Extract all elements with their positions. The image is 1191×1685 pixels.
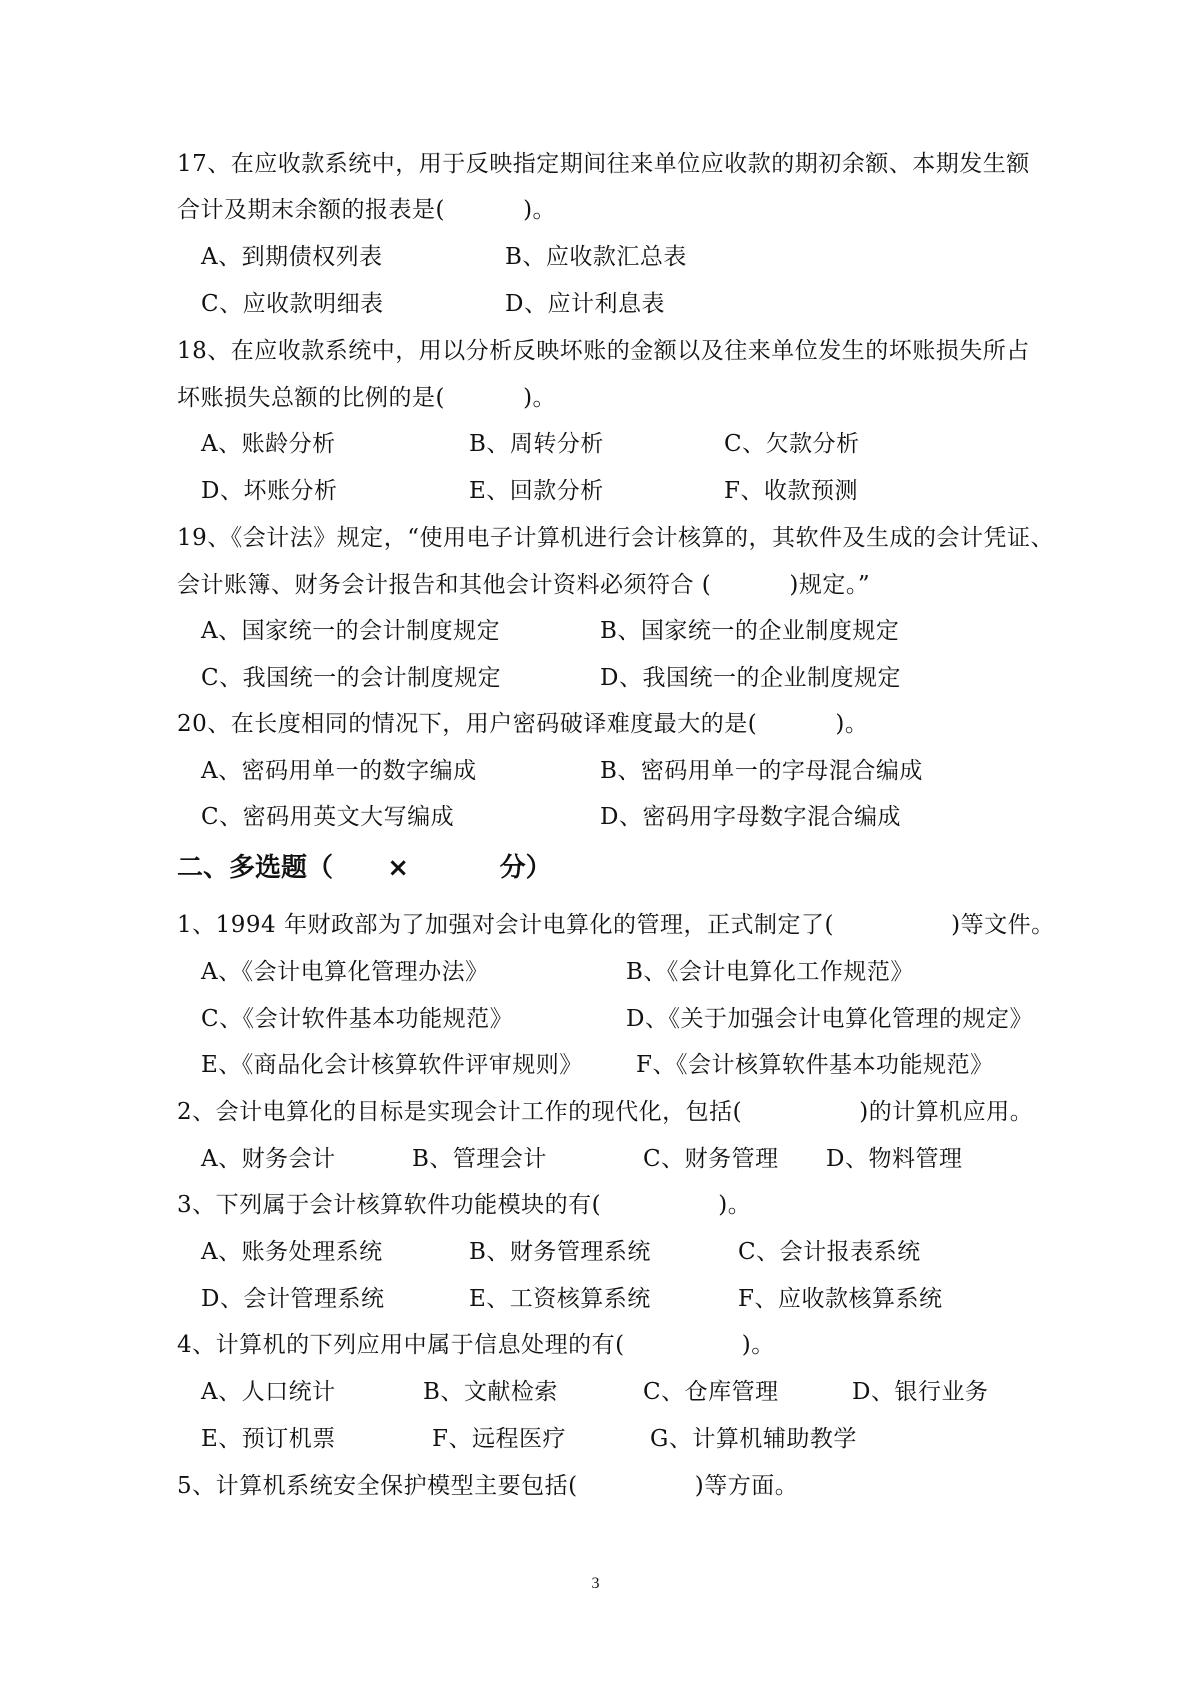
multi-question-4-option-a: A、人口统计 (201, 1379, 336, 1405)
multi-question-4-option-d: D、银行业务 (852, 1379, 989, 1405)
multi-question-1-option-f: F、《会计核算软件基本功能规范》 (636, 1052, 994, 1078)
multi-question-1-option-c: C、《会计软件基本功能规范》 (201, 1006, 514, 1032)
multi-question-3-stem: 3、下列属于会计核算软件功能模块的有( )。 (177, 1192, 752, 1218)
section-title-multiple-choice: 二、多选题（ × 分） (177, 853, 552, 883)
multi-question-2-option-a: A、财务会计 (201, 1146, 336, 1172)
multi-question-2-option-b: B、管理会计 (412, 1146, 547, 1172)
multi-question-4-option-c: C、仓库管理 (643, 1379, 779, 1405)
multi-question-4-stem: 4、计算机的下列应用中属于信息处理的有( )。 (177, 1332, 775, 1358)
multi-question-4-option-g: G、计算机辅助教学 (650, 1426, 857, 1452)
multi-question-1-option-a: A、《会计电算化管理办法》 (201, 959, 489, 985)
question-18-option-c: C、欠款分析 (724, 431, 860, 457)
question-18-option-e: E、回款分析 (469, 478, 604, 504)
question-20-option-b: B、密码用单一的字母混合编成 (600, 758, 923, 784)
question-19-option-c: C、我国统一的会计制度规定 (201, 665, 502, 691)
question-18-option-a: A、账龄分析 (201, 431, 336, 457)
multi-question-3-option-d: D、会计管理系统 (201, 1286, 385, 1312)
question-17-option-a: A、到期债权列表 (201, 244, 383, 270)
question-17-stem-line-2: 合计及期末余额的报表是( )。 (177, 197, 557, 223)
multi-question-4-option-e: E、预订机票 (201, 1426, 336, 1452)
question-18-stem-line-1: 18、在应收款系统中，用以分析反映坏账的金额以及往来单位发生的坏账损失所占 (177, 338, 1030, 364)
question-18-option-d: D、坏账分析 (201, 478, 338, 504)
multi-question-1-option-e: E、《商品化会计核算软件评审规则》 (201, 1052, 583, 1078)
multi-question-3-option-c: C、会计报表系统 (738, 1239, 921, 1265)
question-20-option-d: D、密码用字母数字混合编成 (600, 804, 901, 830)
multi-question-3-option-f: F、应收款核算系统 (738, 1286, 943, 1312)
question-20-option-a: A、密码用单一的数字编成 (201, 758, 477, 784)
question-19-option-a: A、国家统一的会计制度规定 (201, 618, 501, 644)
question-19-stem-line-1: 19、《会计法》规定，“使用电子计算机进行会计核算的，其软件及生成的会计凭证、 (177, 525, 1055, 551)
page-number: 3 (591, 1575, 600, 1592)
multi-question-2-option-d: D、物料管理 (826, 1146, 963, 1172)
multi-question-3-option-a: A、账务处理系统 (201, 1239, 383, 1265)
question-18-stem-line-2: 坏账损失总额的比例的是( )。 (177, 385, 557, 411)
multi-question-3-option-e: E、工资核算系统 (469, 1286, 651, 1312)
question-17-option-d: D、应计利息表 (505, 291, 665, 317)
multi-question-4-option-b: B、文献检索 (423, 1379, 558, 1405)
multi-question-1-option-b: B、《会计电算化工作规范》 (626, 959, 914, 985)
question-18-option-b: B、周转分析 (469, 431, 604, 457)
multi-question-2-option-c: C、财务管理 (643, 1146, 779, 1172)
multi-question-5-stem: 5、计算机系统安全保护模型主要包括( )等方面。 (177, 1473, 799, 1499)
question-20-option-c: C、密码用英文大写编成 (201, 804, 455, 830)
multi-question-1-option-d: D、《关于加强会计电算化管理的规定》 (626, 1006, 1033, 1032)
question-19-option-b: B、国家统一的企业制度规定 (600, 618, 900, 644)
question-17-option-c: C、应收款明细表 (201, 291, 384, 317)
question-18-option-f: F、收款预测 (724, 478, 858, 504)
question-20-stem: 20、在长度相同的情况下，用户密码破译难度最大的是( )。 (177, 711, 869, 737)
multi-question-4-option-f: F、远程医疗 (432, 1426, 566, 1452)
multi-question-2-stem: 2、会计电算化的目标是实现会计工作的现代化，包括( )的计算机应用。 (177, 1099, 1034, 1125)
question-19-option-d: D、我国统一的企业制度规定 (600, 665, 901, 691)
question-17-option-b: B、应收款汇总表 (505, 244, 687, 270)
multi-question-1-stem: 1、1994 年财政部为了加强对会计电算化的管理，正式制定了( )等文件。 (177, 912, 1055, 938)
multi-question-3-option-b: B、财务管理系统 (469, 1239, 651, 1265)
question-19-stem-line-2: 会计账簿、财务会计报告和其他会计资料必须符合 ( )规定。” (177, 572, 871, 598)
question-17-stem-line-1: 17、在应收款系统中，用于反映指定期间往来单位应收款的期初余额、本期发生额 (177, 151, 1030, 177)
